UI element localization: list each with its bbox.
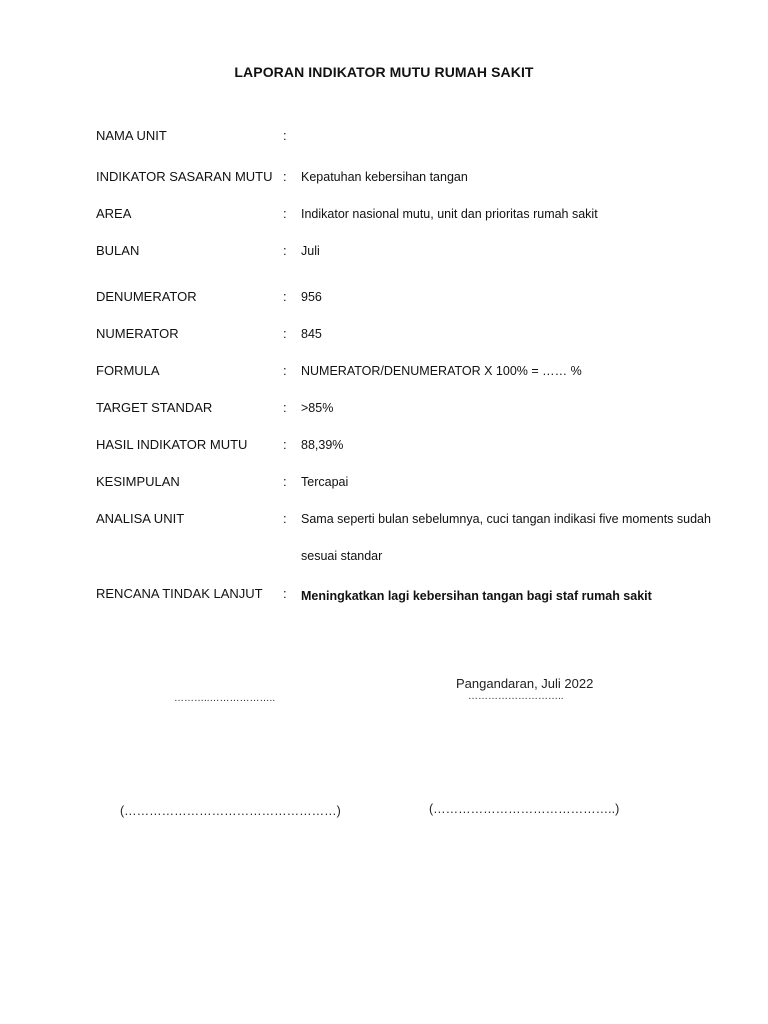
field-value: Meningkatkan lagi kebersihan tangan bagi staf rumah sakit <box>301 589 652 603</box>
field-separator: : <box>283 169 287 184</box>
field-value: 845 <box>301 327 322 341</box>
field-label: ANALISA UNIT <box>96 511 185 526</box>
field-value: >85% <box>301 401 334 415</box>
field-label: FORMULA <box>96 363 160 378</box>
field-label: HASIL INDIKATOR MUTU <box>96 437 248 452</box>
field-label: INDIKATOR SASARAN MUTU <box>96 169 273 184</box>
field-label: AREA <box>96 206 132 221</box>
field-separator: : <box>283 289 287 304</box>
signature-left-title: ………..……………….. <box>174 693 276 704</box>
field-separator: : <box>283 511 287 526</box>
field-value: Indikator nasional mutu, unit dan prioritas rumah sakit <box>301 207 598 221</box>
field-value: 88,39% <box>301 438 344 452</box>
field-label: NUMERATOR <box>96 326 179 341</box>
field-separator: : <box>283 437 287 452</box>
field-value: Juli <box>301 244 320 258</box>
field-value: Sama seperti bulan sebelumnya, cuci tangan indikasi five moments sudah sesuai standar <box>301 512 711 563</box>
field-separator: : <box>283 206 287 221</box>
field-separator: : <box>283 400 287 415</box>
field-label: DENUMERATOR <box>96 289 197 304</box>
field-label: KESIMPULAN <box>96 474 180 489</box>
field-label: BULAN <box>96 243 140 258</box>
field-separator: : <box>283 474 287 489</box>
field-separator: : <box>283 243 287 258</box>
signature-right-title: ……………………….. <box>468 691 564 702</box>
field-value: 956 <box>301 290 322 304</box>
field-separator: : <box>283 128 287 143</box>
field-label: NAMA UNIT <box>96 128 167 143</box>
field-separator: : <box>283 363 287 378</box>
field-value: Tercapai <box>301 475 349 489</box>
signature-left-name: (……………………………………………) <box>120 804 341 818</box>
page-title: LAPORAN INDIKATOR MUTU RUMAH SAKIT <box>234 64 534 80</box>
field-label: RENCANA TINDAK LANJUT <box>96 586 263 601</box>
signature-right-name: (……………………………………..) <box>429 802 620 816</box>
field-separator: : <box>283 586 287 601</box>
field-separator: : <box>283 326 287 341</box>
field-label: TARGET STANDAR <box>96 400 213 415</box>
signature-place-date: Pangandaran, Juli 2022 <box>456 676 594 691</box>
field-value: Kepatuhan kebersihan tangan <box>301 170 468 184</box>
field-value: NUMERATOR/DENUMERATOR X 100% = …… % <box>301 364 582 378</box>
